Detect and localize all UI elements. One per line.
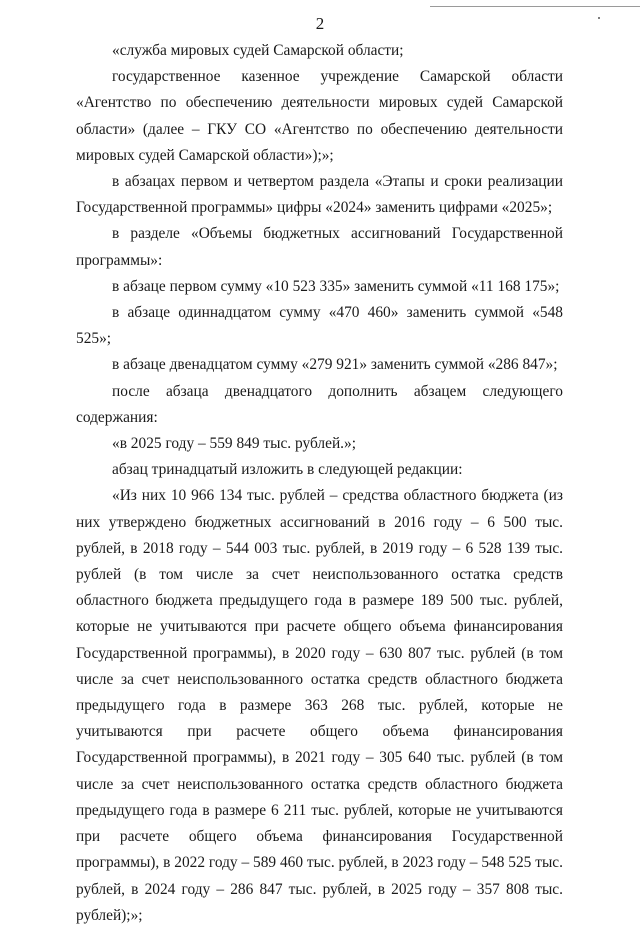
paragraph: «Из них 10 966 134 тыс. рублей – средства областного бюджета (из них утверждено бюджетных ассигнований в 2016 году – 6 500 тыс. рублей, в 2018 году – 544 003 тыс. рублей, в 2019 году – 6 528 139 тыс. рублей (в том числе за счет неиспользованного остатка средств областного бюджета предыдущего года в размере 189 500 тыс. рублей, которые не учитываются при расчете общего объема финансирования Государственной программы), в 2020 году – 630 807 тыс. рублей (в том числе за счет неиспользованного остатка средств областного бюджета предыдущего года в размере 363 268 тыс. рублей, которые не учитываются при расчете общего объема финансирования Государственной программы), в 2021 году – 305 640 тыс. рублей (в том числе за счет неиспользованного остатка средств областного бюджета предыдущего года в размере 6 211 тыс. рублей, которые не учитываются при расчете общего объема финансирования Государственной программы), в 2022 году – 589 460 тыс. рублей, в 2023 году – 548 525 тыс. рублей, в 2024 году – 286 847 тыс. рублей, в 2025 году – 357 808 тыс. рублей);»; [76, 487, 563, 924]
paragraph: после абзаца двенадцатого дополнить абзацем следующего содержания: [76, 382, 563, 426]
document-body [76, 38, 563, 929]
paragraph: в абзаце одиннадцатом сумму «470 460» заменить суммой «548 525»; [76, 304, 563, 348]
paragraph: в разделе «Объемы бюджетных ассигнований Государственной программы»: [76, 225, 563, 269]
paragraph: в абзацах первом и четвертом раздела «Этапы и сроки реализации Государственной программы» цифры «2024» заменить цифрами «2025»; [76, 173, 563, 217]
paragraph: «в 2025 году – 559 849 тыс. рублей.»; [112, 435, 356, 453]
paragraph: «служба мировых судей Самарской области; [112, 42, 404, 59]
paragraph: государственное казенное учреждение Самарской области «Агентство по обеспечению деятельности мировых судей Самарской области» (далее – ГКУ СО «Агентство по обеспечению деятельности мировых судей Самарской области»);»; [76, 68, 563, 164]
scan-top-rule [430, 6, 640, 7]
paragraph: в абзаце двенадцатом сумму «279 921» заменить суммой «286 847»; [112, 356, 558, 374]
paragraph: абзац тринадцатый изложить в следующей редакции: [112, 461, 463, 479]
paragraph: в абзаце первом сумму «10 523 335» заменить суммой «11 168 175»; [112, 277, 560, 295]
page-number: 2 [315, 14, 325, 33]
